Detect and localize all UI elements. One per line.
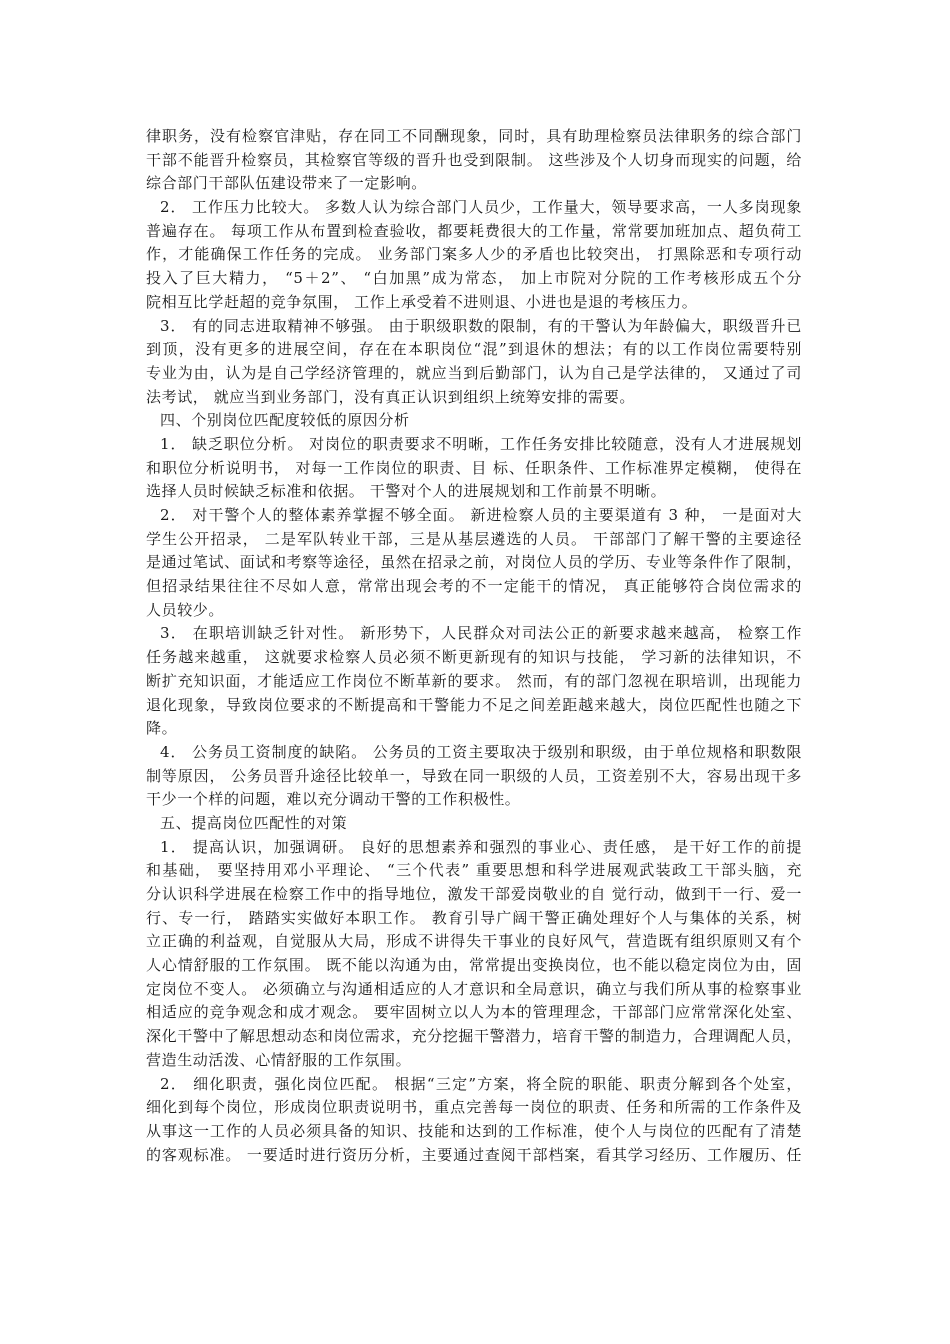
paragraph-line: 分认识科学进展在检察工作中的指导地位，激发干部爱岗敬业的自 觉行动，做到干一行、爱一 — [146, 885, 802, 903]
paragraph-line: 综合部门干部队伍建设带来了一定影响。 — [146, 174, 427, 193]
paragraph-line: 学生公开招录， 二是军队转业干部，三是从基层遴选的人员。 干部部门了解干警的主要途径 — [146, 529, 802, 548]
paragraph-line: 和基础， 要坚持用邓小平理论、 “三个代表” 重要思想和科学进展观武装政工干部头脑，充 — [146, 861, 802, 880]
paragraph-line: 作，才能确保工作任务的完成。 业务部门案多人少的矛盾也比较突出， 打黑除恶和专项行动 — [146, 245, 802, 264]
paragraph-line: 但招录结果往往不尽如人意，常常出现会考的不一定能干的情况， 真正能够符合岗位需求的 — [146, 577, 802, 596]
paragraph-line: 1． 提高认识，加强调研。 良好的思想素养和强烈的事业心、责任感， 是干好工作的前提 — [160, 837, 802, 856]
paragraph-line: 干部不能晋升检察员，其检察官等级的晋升也受到限制。 这些涉及个人切身而现实的问题，给 — [146, 150, 802, 169]
paragraph-line: 人员较少。 — [146, 600, 225, 619]
paragraph-line: 降。 — [146, 719, 178, 738]
paragraph-line: 选择人员时候缺乏标准和依据。 干警对个人的进展规划和工作前景不明晰。 — [146, 482, 667, 501]
paragraph-line: 定岗位不变人。 必须确立与沟通相适应的人才意识和全局意识，确立与我们所从事的检察事业 — [146, 979, 802, 998]
paragraph-line: 4． 公务员工资制度的缺陷。 公务员的工资主要取决于级别和职级，由于单位规格和职数限 — [160, 742, 802, 761]
paragraph-line: 是通过笔试、面试和考察等途径，虽然在招录之前，对岗位人员的学历、专业等条件作了限制， — [146, 553, 802, 572]
paragraph-line: 退化现象，导致岗位要求的不断提高和干警能力不足之间差距越来越大，岗位匹配性也随之下 — [146, 695, 802, 714]
document-page — [146, 125, 802, 1167]
paragraph-line: 营造生动活泼、心情舒服的工作氛围。 — [146, 1050, 412, 1069]
paragraph-line: 院相互比学赶超的竞争氛围， 工作上承受着不进则退、小进也是退的考核压力。 — [146, 292, 698, 311]
paragraph-line: 人心情舒服的工作氛围。 既不能以沟通为由，常常提出变换岗位，也不能以稳定岗位为由，固 — [146, 956, 802, 975]
paragraph-line: 任务越来越重， 这就要求检察人员必须不断更新现有的知识与技能， 学习新的法律知识，不 — [146, 648, 802, 667]
paragraph-line: 制等原因， 公务员晋升途径比较单一，导致在同一职级的人员，工资差别不大，容易出现干多 — [146, 766, 802, 785]
paragraph-line: 2． 对干警个人的整体素养掌握不够全面。 新进检察人员的主要渠道有 3 种， 一是面对大 — [160, 506, 802, 524]
paragraph-line: 投入了巨大精力， “5＋2”、 “白加黑”成为常态， 加上市院对分院的工作考核形成五个分 — [146, 269, 802, 288]
paragraph-line: 深化干警中了解思想动态和岗位需求，充分挖掘干警潜力，培育干警的制造力，合理调配人员， — [146, 1027, 802, 1046]
paragraph-line: 和职位分析说明书， 对每一工作岗位的职责、目 标、任职条件、工作标准界定模糊， 使得在 — [146, 458, 802, 477]
paragraph-line: 法考试， 就应当到业务部门，没有真正认识到组织上统筹安排的需要。 — [146, 387, 635, 406]
paragraph-line: 1． 缺乏职位分析。 对岗位的职责要求不明晰，工作任务安排比较随意，没有人才进展规划 — [160, 434, 802, 453]
paragraph-line: 专业为由，认为是自己学经济管理的，就应当到后勤部门，认为自己是学法律的， 又通过了司 — [146, 363, 802, 382]
paragraph-line: 相适应的竞争观念和成才观念。 要牢固树立以人为本的管理理念，干部部门应常常深化处室、 — [146, 1003, 802, 1022]
paragraph-line: 2． 细化职责，强化岗位匹配。 根据“三定”方案，将全院的职能、职责分解到各个处室， — [160, 1074, 802, 1093]
paragraph-line: 从事这一工作的人员必须具备的知识、技能和达到的工作标准，使个人与岗位的匹配有了清楚 — [146, 1121, 802, 1140]
paragraph-line: 立正确的利益观，自觉服从大局，形成不讲得失干事业的良好风气，营造既有组织原则又有个 — [146, 932, 802, 951]
section-heading: 四、个别岗位匹配度较低的原因分析 — [160, 411, 410, 430]
paragraph-line: 律职务，没有检察官津贴，存在同工不同酬现象，同时，具有助理检察员法律职务的综合部门 — [146, 127, 802, 145]
paragraph-line: 行、专一行， 踏踏实实做好本职工作。 教育引导广阔干警正确处理好个人与集体的关系，树 — [146, 908, 802, 927]
paragraph-line: 3． 有的同志进取精神不够强。 由于职级职数的限制，有的干警认为年龄偏大，职级晋升已 — [160, 316, 802, 335]
paragraph-line: 细化到每个岗位，形成岗位职责说明书，重点完善每一岗位的职责、任务和所需的工作条件及 — [146, 1098, 802, 1117]
paragraph-line: 2． 工作压力比较大。 多数人认为综合部门人员少，工作量大，领导要求高，一人多岗现象 — [160, 198, 802, 217]
paragraph-line: 到顶，没有更多的进展空间，存在在本职岗位“混”到退休的想法；有的以工作岗位需要特别 — [146, 340, 802, 359]
paragraph-line: 3． 在职培训缺乏针对性。 新形势下，人民群众对司法公正的新要求越来越高， 检察工作 — [160, 624, 802, 643]
paragraph-line: 断扩充知识面，才能适应工作岗位不断革新的要求。 然而，有的部门忽视在职培训，出现能力 — [146, 671, 802, 690]
section-heading: 五、提高岗位匹配性的对策 — [160, 813, 348, 832]
paragraph-line: 的客观标准。 一要适时进行资历分析，主要通过查阅干部档案，看其学习经历、工作履历、任 — [146, 1145, 802, 1164]
paragraph-line: 普遍存在。 每项工作从布置到检查验收，都要耗费很大的工作量，常常要加班加点、超负荷工 — [146, 221, 802, 240]
paragraph-line: 干少一个样的问题，难以充分调动干警的工作积极性。 — [146, 790, 521, 809]
